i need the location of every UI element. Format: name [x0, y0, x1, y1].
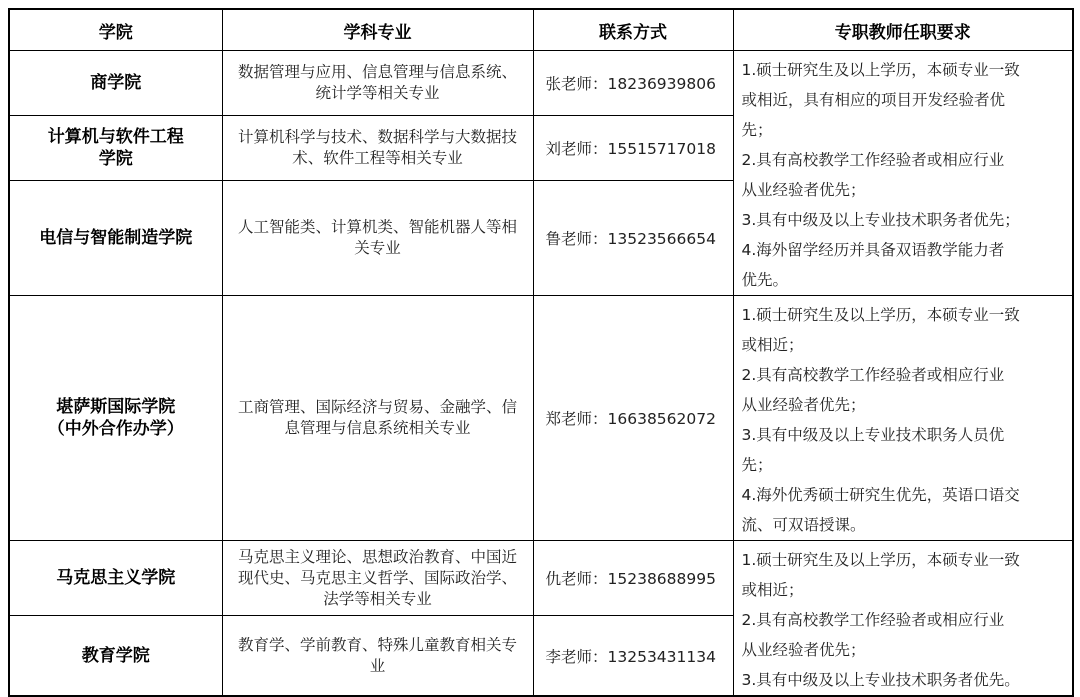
requirement-line: 1.硕士研究生及以上学历，本硕专业一致 [741, 306, 1020, 324]
requirement-line: 4.海外优秀硕士研究生优先，英语口语交 [741, 486, 1020, 504]
contact-cell: 刘老师：15515717018 [533, 116, 733, 181]
requirement-line: 1.硕士研究生及以上学历，本硕专业一致 [741, 551, 1020, 569]
requirement-line: 从业经验者优先； [741, 181, 866, 199]
college-cell [9, 51, 222, 116]
requirement-line: 先； [741, 121, 773, 139]
major-cell: 人工智能类、计算机类、智能机器人等相关专业 [222, 181, 533, 296]
requirement-line: 或相近，具有相应的项目开发经验者优 [741, 91, 1006, 109]
requirement-line: 3.具有中级及以上专业技术职务者优先。 [741, 671, 1020, 689]
requirement-line: 从业经验者优先； [741, 396, 866, 414]
contact-cell: 李老师：13253431134 [533, 616, 733, 696]
requirement-line: 3.具有中级及以上专业技术职务者优先； [741, 211, 1020, 229]
college-cell [9, 116, 222, 181]
requirement-line: 3.具有中级及以上专业技术职务人员优 [741, 426, 1005, 444]
requirement-line: 或相近； [741, 336, 804, 354]
requirement-line: 2.具有高校教学工作经验者或相应行业 [741, 151, 1005, 169]
requirement-line: 流、可双语授课。 [741, 516, 866, 534]
requirement-line: 1.硕士研究生及以上学历，本硕专业一致 [741, 61, 1020, 79]
requirement-line: 或相近； [741, 581, 804, 599]
requirement-line: 2.具有高校教学工作经验者或相应行业 [741, 611, 1005, 629]
header-major: 学科专业 [222, 9, 533, 51]
college-cell [9, 616, 222, 696]
college-name: 电信与智能制造学院 [39, 228, 193, 249]
header-requirements: 专职教师任职要求 [733, 9, 1073, 51]
major-cell: 工商管理、国际经济与贸易、金融学、信息管理与信息系统相关专业 [222, 296, 533, 541]
college-name: 商学院 [90, 73, 142, 94]
table-row [9, 51, 1073, 116]
contact-cell: 仇老师：15238688995 [533, 541, 733, 616]
requirement-line: 4.海外留学经历并具备双语教学能力者 [741, 241, 1005, 259]
college-name-note: （中外合作办学） [47, 419, 184, 439]
requirement-line: 优先。 [741, 271, 789, 289]
major-cell: 马克思主义理论、思想政治教育、中国近现代史、马克思主义哲学、国际政治学、法学等相关专业 [222, 541, 533, 616]
requirements-cell [733, 51, 1073, 296]
college-name: 堪萨斯国际学院 [56, 397, 176, 417]
major-cell: 数据管理与应用、信息管理与信息系统、统计学等相关专业 [222, 51, 533, 116]
major-cell: 教育学、学前教育、特殊儿童教育相关专业 [222, 616, 533, 696]
major-cell: 计算机科学与技术、数据科学与大数据技术、软件工程等相关专业 [222, 116, 533, 181]
requirement-line: 从业经验者优先； [741, 641, 866, 659]
requirements-cell [733, 296, 1073, 541]
college-name: 马克思主义学院 [56, 568, 176, 589]
header-college: 学院 [9, 9, 222, 51]
table-row [9, 541, 1073, 616]
college-name: 教育学院 [81, 645, 150, 666]
requirements-cell [733, 541, 1073, 697]
requirement-line: 2.具有高校教学工作经验者或相应行业 [741, 366, 1005, 384]
contact-cell: 张老师：18236939806 [533, 51, 733, 116]
recruitment-table [8, 8, 1074, 697]
contact-cell: 郑老师：16638562072 [533, 296, 733, 541]
college-name: 计算机与软件工程 [47, 127, 184, 148]
contact-cell: 鲁老师：13523566654 [533, 181, 733, 296]
college-cell [9, 541, 222, 616]
table-row [9, 296, 1073, 541]
header-row [9, 9, 1073, 51]
college-cell [9, 181, 222, 296]
requirement-line: 先； [741, 456, 773, 474]
college-name-cont: 学院 [98, 149, 133, 170]
college-cell [9, 296, 222, 541]
header-contact: 联系方式 [533, 9, 733, 51]
